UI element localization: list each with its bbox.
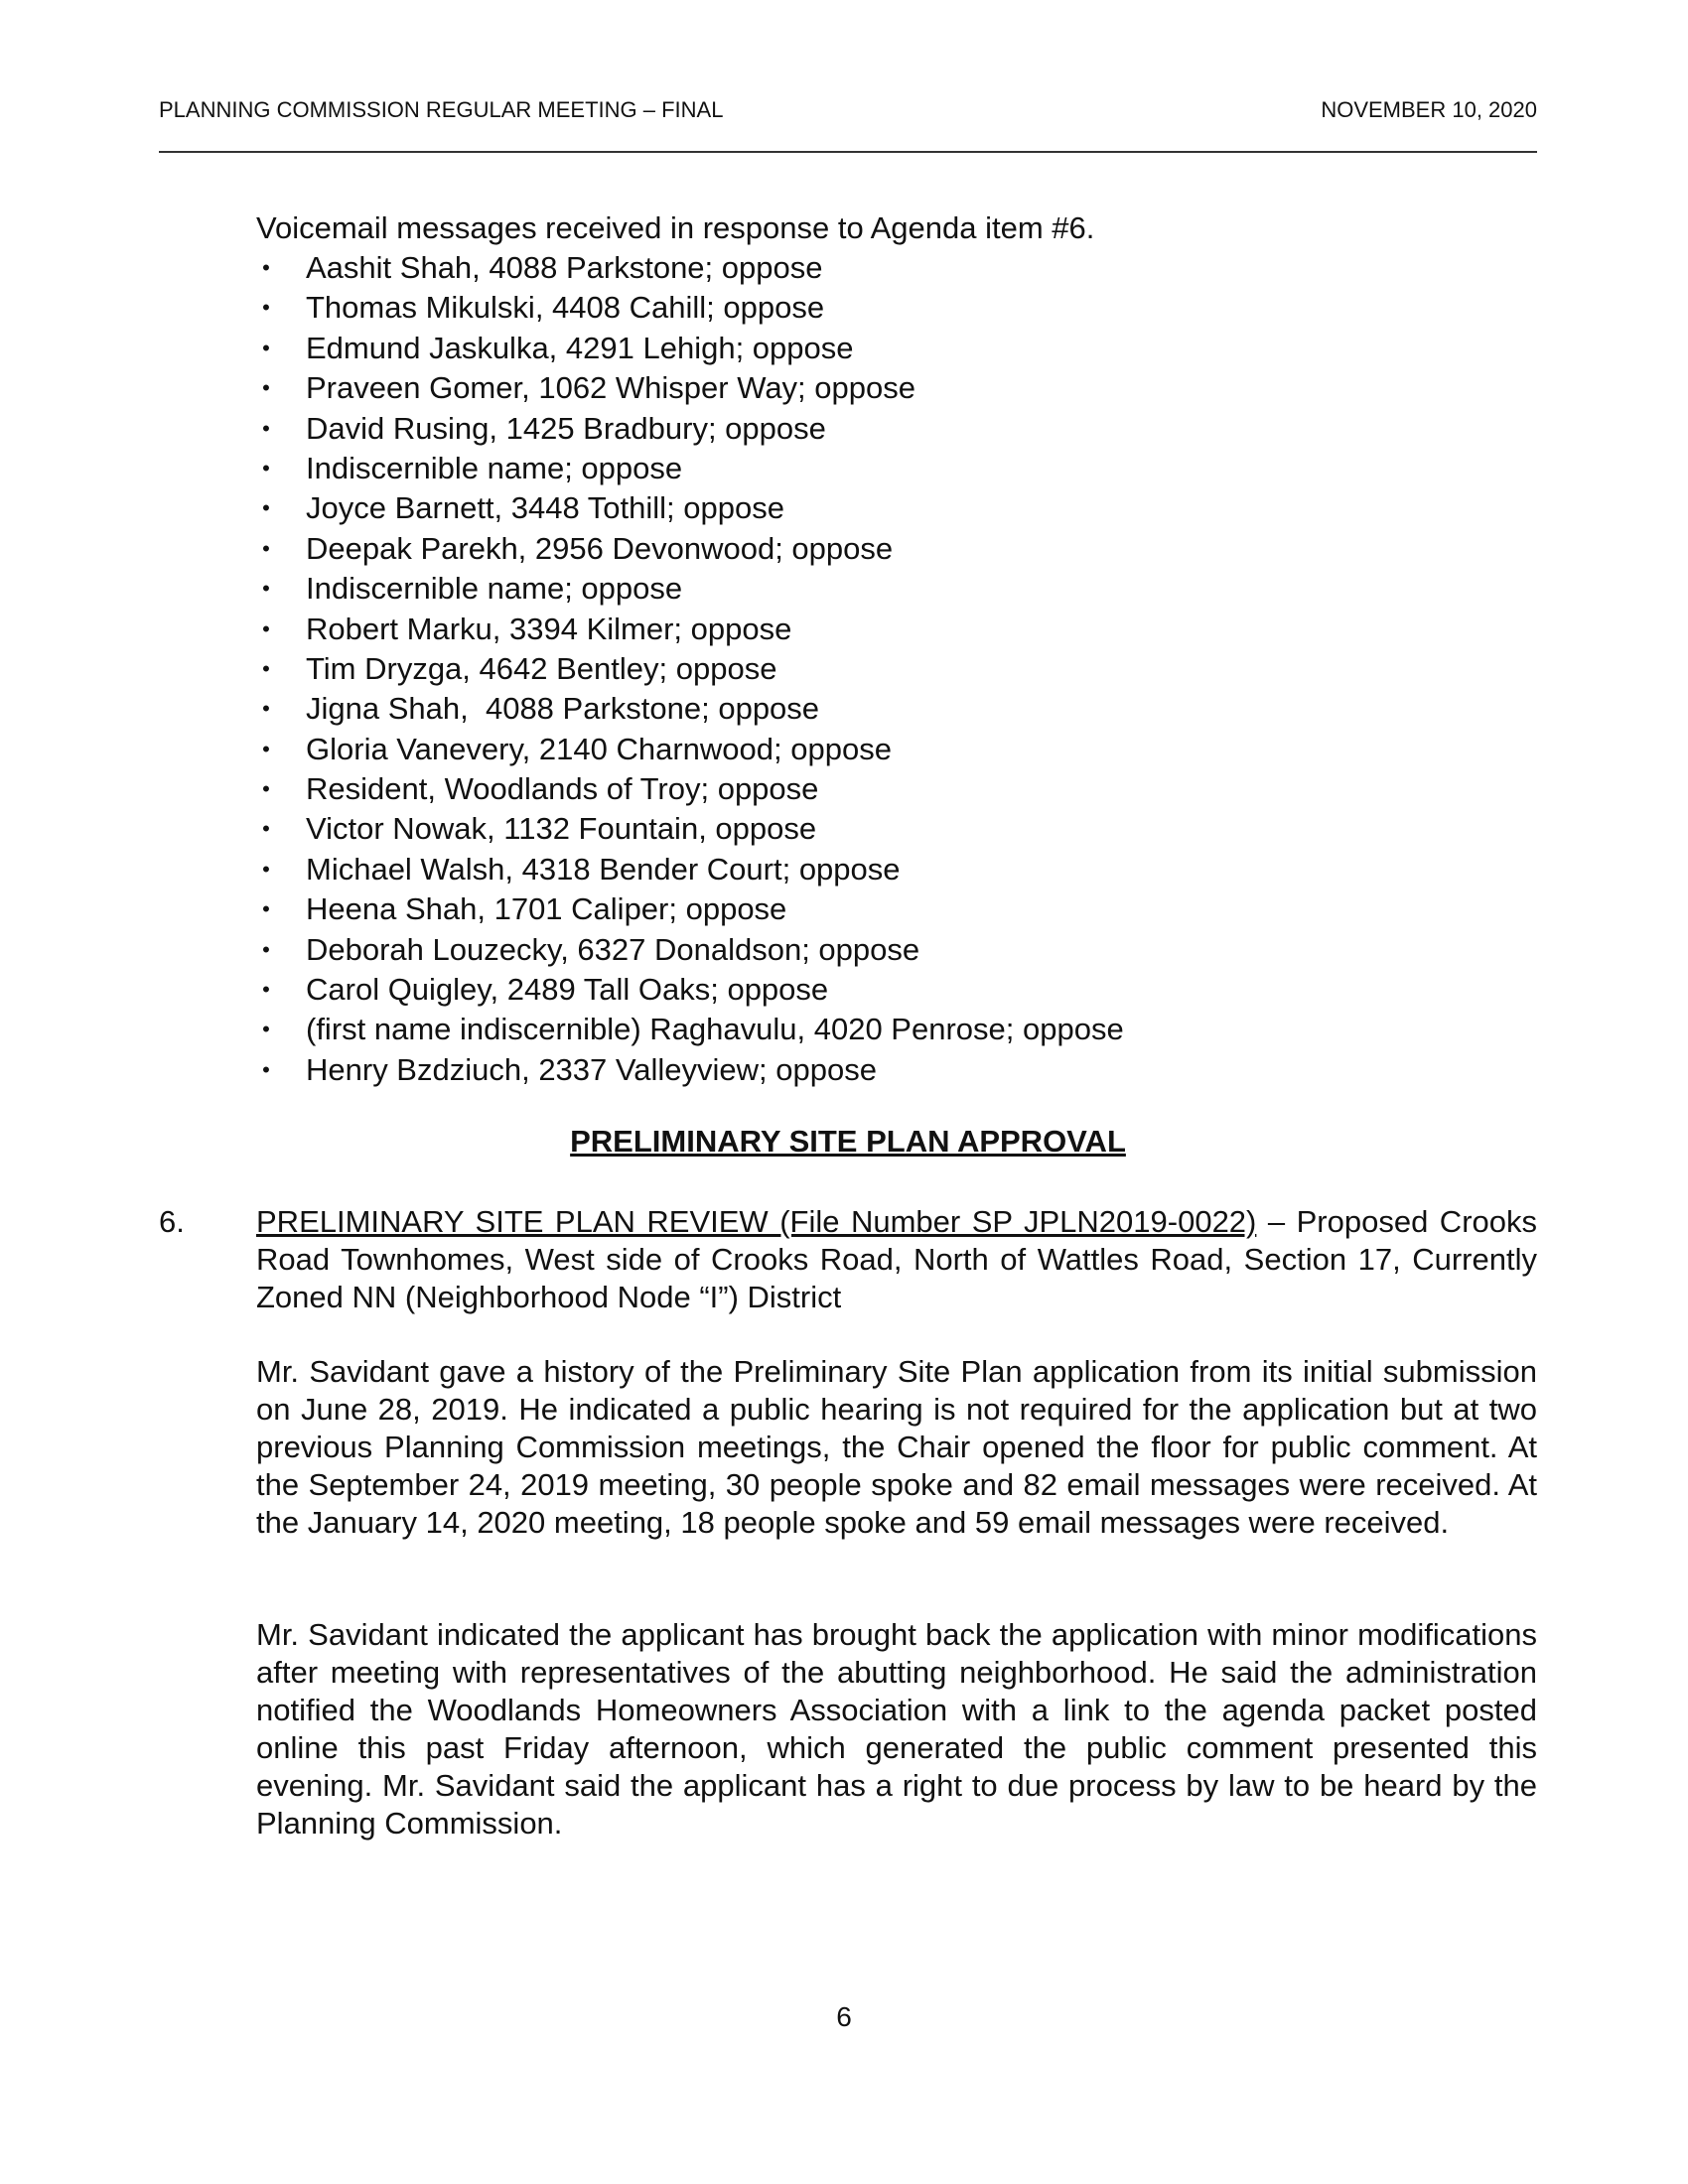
list-item: [256, 368, 1124, 408]
bullet-icon: •: [262, 776, 270, 802]
list-item-text: Joyce Barnett, 3448 Tothill; oppose: [306, 490, 784, 526]
list-item: [256, 449, 1124, 488]
bullet-icon: •: [262, 896, 270, 922]
bullet-icon: •: [262, 1017, 270, 1042]
bullet-icon: •: [262, 736, 270, 761]
bullet-icon: •: [262, 335, 270, 360]
list-item-text: Gloria Vanevery, 2140 Charnwood; oppose: [306, 731, 892, 766]
section-heading: PRELIMINARY SITE PLAN APPROVAL: [570, 1124, 1126, 1159]
bullet-icon: •: [262, 856, 270, 882]
list-item: [256, 248, 1124, 288]
page-header: [159, 97, 1537, 153]
list-item-text: David Rusing, 1425 Bradbury; oppose: [306, 410, 826, 446]
list-item: [256, 288, 1124, 328]
list-item: [256, 1050, 1124, 1090]
bullet-icon: •: [262, 495, 270, 521]
bullet-icon: •: [262, 696, 270, 722]
list-item-text: Michael Walsh, 4318 Bender Court; oppose: [306, 851, 901, 887]
agenda-item-title-underlined: PRELIMINARY SITE PLAN REVIEW (File Number SP JPLN2019-0022): [256, 1204, 1257, 1239]
page-number: 6: [836, 2001, 852, 2032]
paragraph-modifications: Mr. Savidant indicated the applicant has brought back the application with minor modifications after meeting with representatives of the abutting neighborhood. He said the administration notified the Woodlands Homeowners Association with a link to the agenda packet posted online this past Friday afternoon, which generated the public comment presented this evening. Mr. Savidant said the applicant has a right to due process by law to be heard by the Planning Commission.: [256, 1617, 1537, 1841]
header-date: NOVEMBER 10, 2020: [1321, 97, 1537, 122]
list-item-text: (first name indiscernible) Raghavulu, 4020 Penrose; oppose: [306, 1012, 1124, 1047]
list-item-text: Henry Bzdziuch, 2337 Valleyview; oppose: [306, 1051, 877, 1087]
header-meeting-title: PLANNING COMMISSION REGULAR MEETING – FINAL: [159, 97, 724, 122]
list-item: [256, 850, 1124, 889]
bullet-icon: •: [262, 615, 270, 641]
list-item-text: Carol Quigley, 2489 Tall Oaks; oppose: [306, 972, 829, 1008]
list-item: [256, 809, 1124, 849]
list-item: [256, 610, 1124, 649]
list-item-text: Praveen Gomer, 1062 Whisper Way; oppose: [306, 370, 915, 406]
list-item-text: Victor Nowak, 1132 Fountain, oppose: [306, 811, 817, 847]
bullet-icon: •: [262, 255, 270, 280]
bullet-icon: •: [262, 576, 270, 602]
paragraph-history: Mr. Savidant gave a history of the Preliminary Site Plan application from its initial submission on June 28, 2019. He indicated a public hearing is not required for the application but at two previous Planning Commission meetings, the Chair opened the floor for public comment. At the September 24, 2019 meeting, 30 people spoke and 82 email messages were received. At the January 14, 2020 meeting, 18 people spoke and 59 email messages were received.: [256, 1354, 1537, 1540]
bullet-icon: •: [262, 936, 270, 962]
agenda-item-number: 6.: [159, 1204, 185, 1239]
list-item-text: Deepak Parekh, 2956 Devonwood; oppose: [306, 530, 894, 566]
agenda-item-title-rest: – Proposed Crooks Road Townhomes, West side of Crooks Road, North of Wattles Road, Section 17, Currently Zoned NN (Neighborhood Node “I”) District: [256, 1204, 1537, 1314]
list-item: [256, 1010, 1124, 1049]
list-item: [256, 529, 1124, 569]
list-item-text: Heena Shah, 1701 Caliper; oppose: [306, 891, 787, 927]
voicemail-intro: Voicemail messages received in response to Agenda item #6.: [256, 210, 1095, 245]
bullet-icon: •: [262, 375, 270, 401]
list-item-text: Aashit Shah, 4088 Parkstone; oppose: [306, 250, 823, 285]
list-item: [256, 970, 1124, 1010]
list-item: [256, 889, 1124, 929]
list-item-text: Resident, Woodlands of Troy; oppose: [306, 771, 819, 807]
bullet-icon: •: [262, 1056, 270, 1082]
list-item-text: Edmund Jaskulka, 4291 Lehigh; oppose: [306, 330, 854, 365]
list-item: [256, 730, 1124, 769]
list-item-text: Indiscernible name; oppose: [306, 450, 683, 485]
list-item: [256, 689, 1124, 729]
bullet-icon: •: [262, 295, 270, 321]
bullet-icon: •: [262, 977, 270, 1003]
list-item-text: Tim Dryzga, 4642 Bentley; oppose: [306, 650, 777, 686]
list-item-text: Thomas Mikulski, 4408 Cahill; oppose: [306, 290, 825, 326]
bullet-icon: •: [262, 535, 270, 561]
list-item-text: Jigna Shah, 4088 Parkstone; oppose: [306, 691, 820, 727]
bullet-icon: •: [262, 415, 270, 441]
list-item: [256, 409, 1124, 449]
list-item-text: Indiscernible name; oppose: [306, 571, 683, 607]
list-item: [256, 329, 1124, 368]
voicemail-list: [256, 248, 1124, 1090]
list-item: [256, 769, 1124, 809]
list-item-text: Deborah Louzecky, 6327 Donaldson; oppose: [306, 931, 920, 967]
agenda-item-title: [256, 1203, 1537, 1316]
bullet-icon: •: [262, 816, 270, 842]
list-item-text: Robert Marku, 3394 Kilmer; oppose: [306, 611, 792, 646]
bullet-icon: •: [262, 455, 270, 480]
list-item: [256, 488, 1124, 528]
bullet-icon: •: [262, 655, 270, 681]
list-item: [256, 649, 1124, 689]
list-item: [256, 569, 1124, 609]
list-item: [256, 930, 1124, 970]
